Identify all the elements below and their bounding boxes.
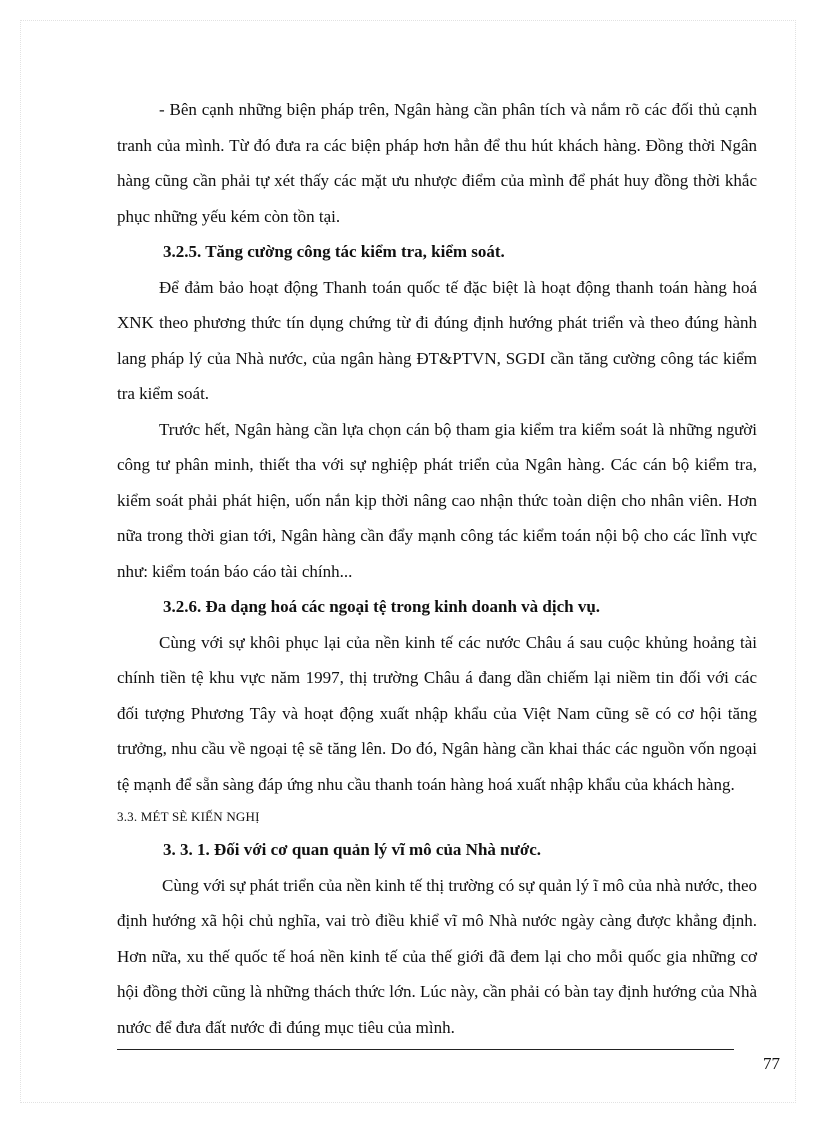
paragraph-state-role: Cùng với sự phát triển của nền kinh tế thị trường có sự quản lý ĩ mô của nhà nước, theo định hướng xã hội chủ nghĩa, vai trò điều khiể vĩ mô Nhà nước ngày càng được khẳng định. Hơn nữa, xu thế quốc tế hoá nền kinh tế của thế giới đã đem lại cho mỗi quốc gia những cơ hội đồng thời cũng là những thách thức lớn. Lúc này, cần phải có bàn tay định hướng của Nhà nước để đưa đất nước đi đúng mục tiêu của mình. (117, 875, 757, 1037)
paragraph-currency-diversification: Cùng với sự khôi phục lại của nền kinh tế các nước Châu á sau cuộc khủng hoảng tài chính tiền tệ khu vực năm 1997, thị trường Châu á đang dần chiếm lại niềm tin đối với các đối tượng Phương Tây và hoạt động xuất nhập khẩu của Việt Nam cũng sẽ có cơ hội tăng trưởng, nhu cầu về ngoại tệ sẽ tăng lên. Do đó, Ngân hàng cần khai thác các nguồn vốn ngoại tệ mạnh để sẵn sàng đáp ứng nhu cầu thanh toán hàng hoá xuất nhập khẩu của khách hàng. (117, 632, 757, 794)
page-number: 77 (763, 1054, 780, 1073)
footer-rule (117, 1049, 734, 1050)
document-body (117, 92, 757, 1045)
paragraph-competitor-analysis: - Bên cạnh những biện pháp trên, Ngân hàng cần phân tích và nắm rõ các đối thủ cạnh tranh của mình. Từ đó đưa ra các biện pháp hơn hẳn để thu hút khách hàng. Đồng thời Ngân hàng cũng cần phải tự xét thấy các mặt ưu nhược điểm của mình để phát huy đồng thời khắc phục những yếu kém còn tồn tại. (117, 100, 757, 226)
paragraph-inspection-staff: Trước hết, Ngân hàng cần lựa chọn cán bộ tham gia kiểm tra kiểm soát là những người công tư phân minh, thiết tha với sự nghiệp phát triển của Ngân hàng. Các cán bộ kiểm tra, kiểm soát phải phát hiện, uốn nắn kịp thời nâng cao nhận thức toàn diện cho nhân viên. Hơn nữa trong thời gian tới, Ngân hàng cần đẩy mạnh công tác kiểm toán nội bộ cho các lĩnh vực như: kiểm toán báo cáo tài chính... (117, 419, 757, 581)
heading-3-2-5: 3.2.5. Tăng cường công tác kiểm tra, kiểm soát. (163, 242, 505, 261)
heading-3-2-6: 3.2.6. Đa dạng hoá các ngoại tệ trong kinh doanh và dịch vụ. (163, 597, 601, 616)
heading-3-3: 3.3. MÉT SÈ KIẾN NGHỊ (117, 809, 260, 824)
paragraph-inspection-purpose: Để đảm bảo hoạt động Thanh toán quốc tế đặc biệt là hoạt động thanh toán hàng hoá XNK theo phương thức tín dụng chứng từ đi đúng định hướng phát triển và theo đúng hành lang pháp lý của Nhà nước, của ngân hàng ĐT&PTVN, SGDI cần tăng cường công tác kiểm tra kiểm soát. (117, 277, 757, 403)
heading-3-3-1: 3. 3. 1. Đối với cơ quan quản lý vĩ mô của Nhà nước. (163, 840, 542, 859)
